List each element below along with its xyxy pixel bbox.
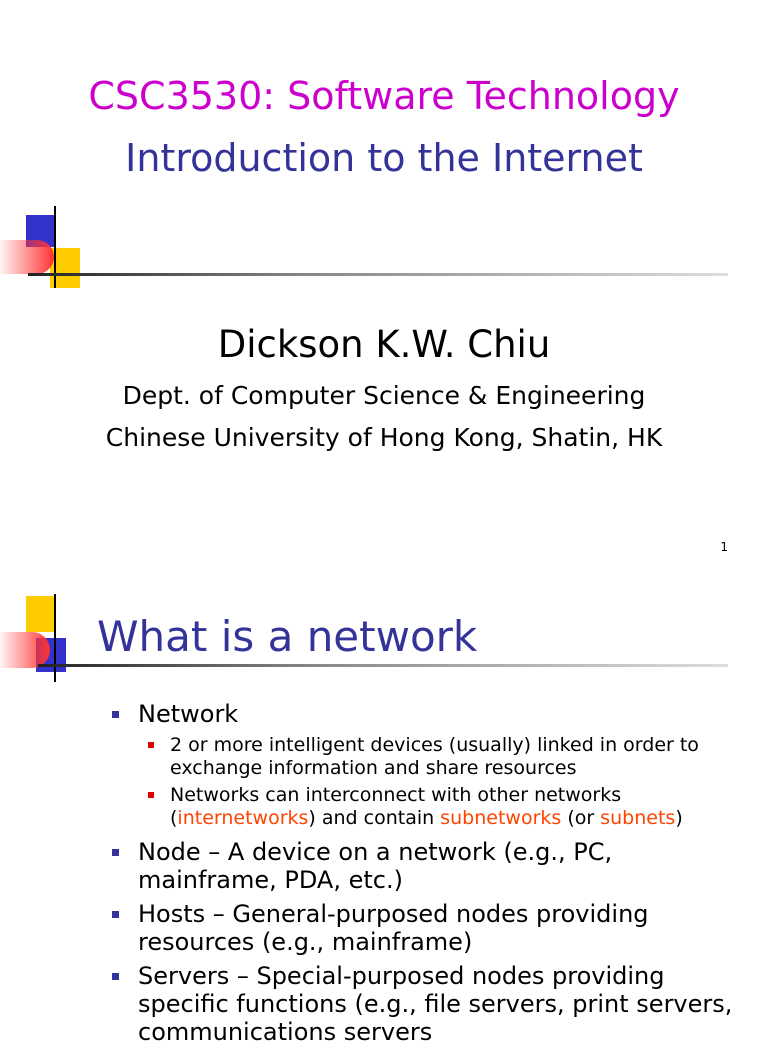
course-title: CSC3530: Software Technology	[88, 74, 680, 118]
bullet-square-icon	[112, 711, 119, 718]
bullet-square-icon	[148, 792, 154, 798]
sub-bullet-interconnect: Networks can interconnect with other networks (internetworks) and contain subnetworks (or subnets)	[136, 784, 750, 830]
bullet-network: Network	[110, 700, 750, 728]
university: Chinese University of Hong Kong, Shatin, HK	[105, 423, 663, 452]
bullet-square-icon	[112, 849, 119, 856]
bullet-square-icon	[112, 911, 119, 918]
page-number: 1	[720, 540, 728, 554]
term-subnetworks: subnetworks	[440, 807, 562, 829]
bullet-square-icon	[148, 742, 154, 748]
department: Dept. of Computer Science & Engineering	[122, 381, 646, 410]
bullet-hosts: Hosts – General-purposed nodes providing resources (e.g., mainframe)	[110, 900, 750, 956]
bullet-servers: Servers – Special-purposed nodes providing specific functions (e.g., file servers, print servers, communications servers	[110, 962, 750, 1046]
lecture-title: Introduction to the Internet	[125, 136, 643, 180]
term-internetworks: internetworks	[177, 807, 309, 829]
bullet-node: Node – A device on a network (e.g., PC, mainframe, PDA, etc.)	[110, 838, 750, 894]
slide-2	[0, 572, 768, 1046]
author-name: Dickson K.W. Chiu	[217, 323, 551, 366]
bullet-list	[110, 700, 750, 1052]
sub-bullet-network-definition: 2 or more intelligent devices (usually) linked in order to exchange information and share resources	[136, 734, 750, 780]
slide-title: What is a network	[97, 612, 478, 661]
term-subnets: subnets	[600, 807, 676, 829]
bullet-square-icon	[112, 973, 119, 980]
